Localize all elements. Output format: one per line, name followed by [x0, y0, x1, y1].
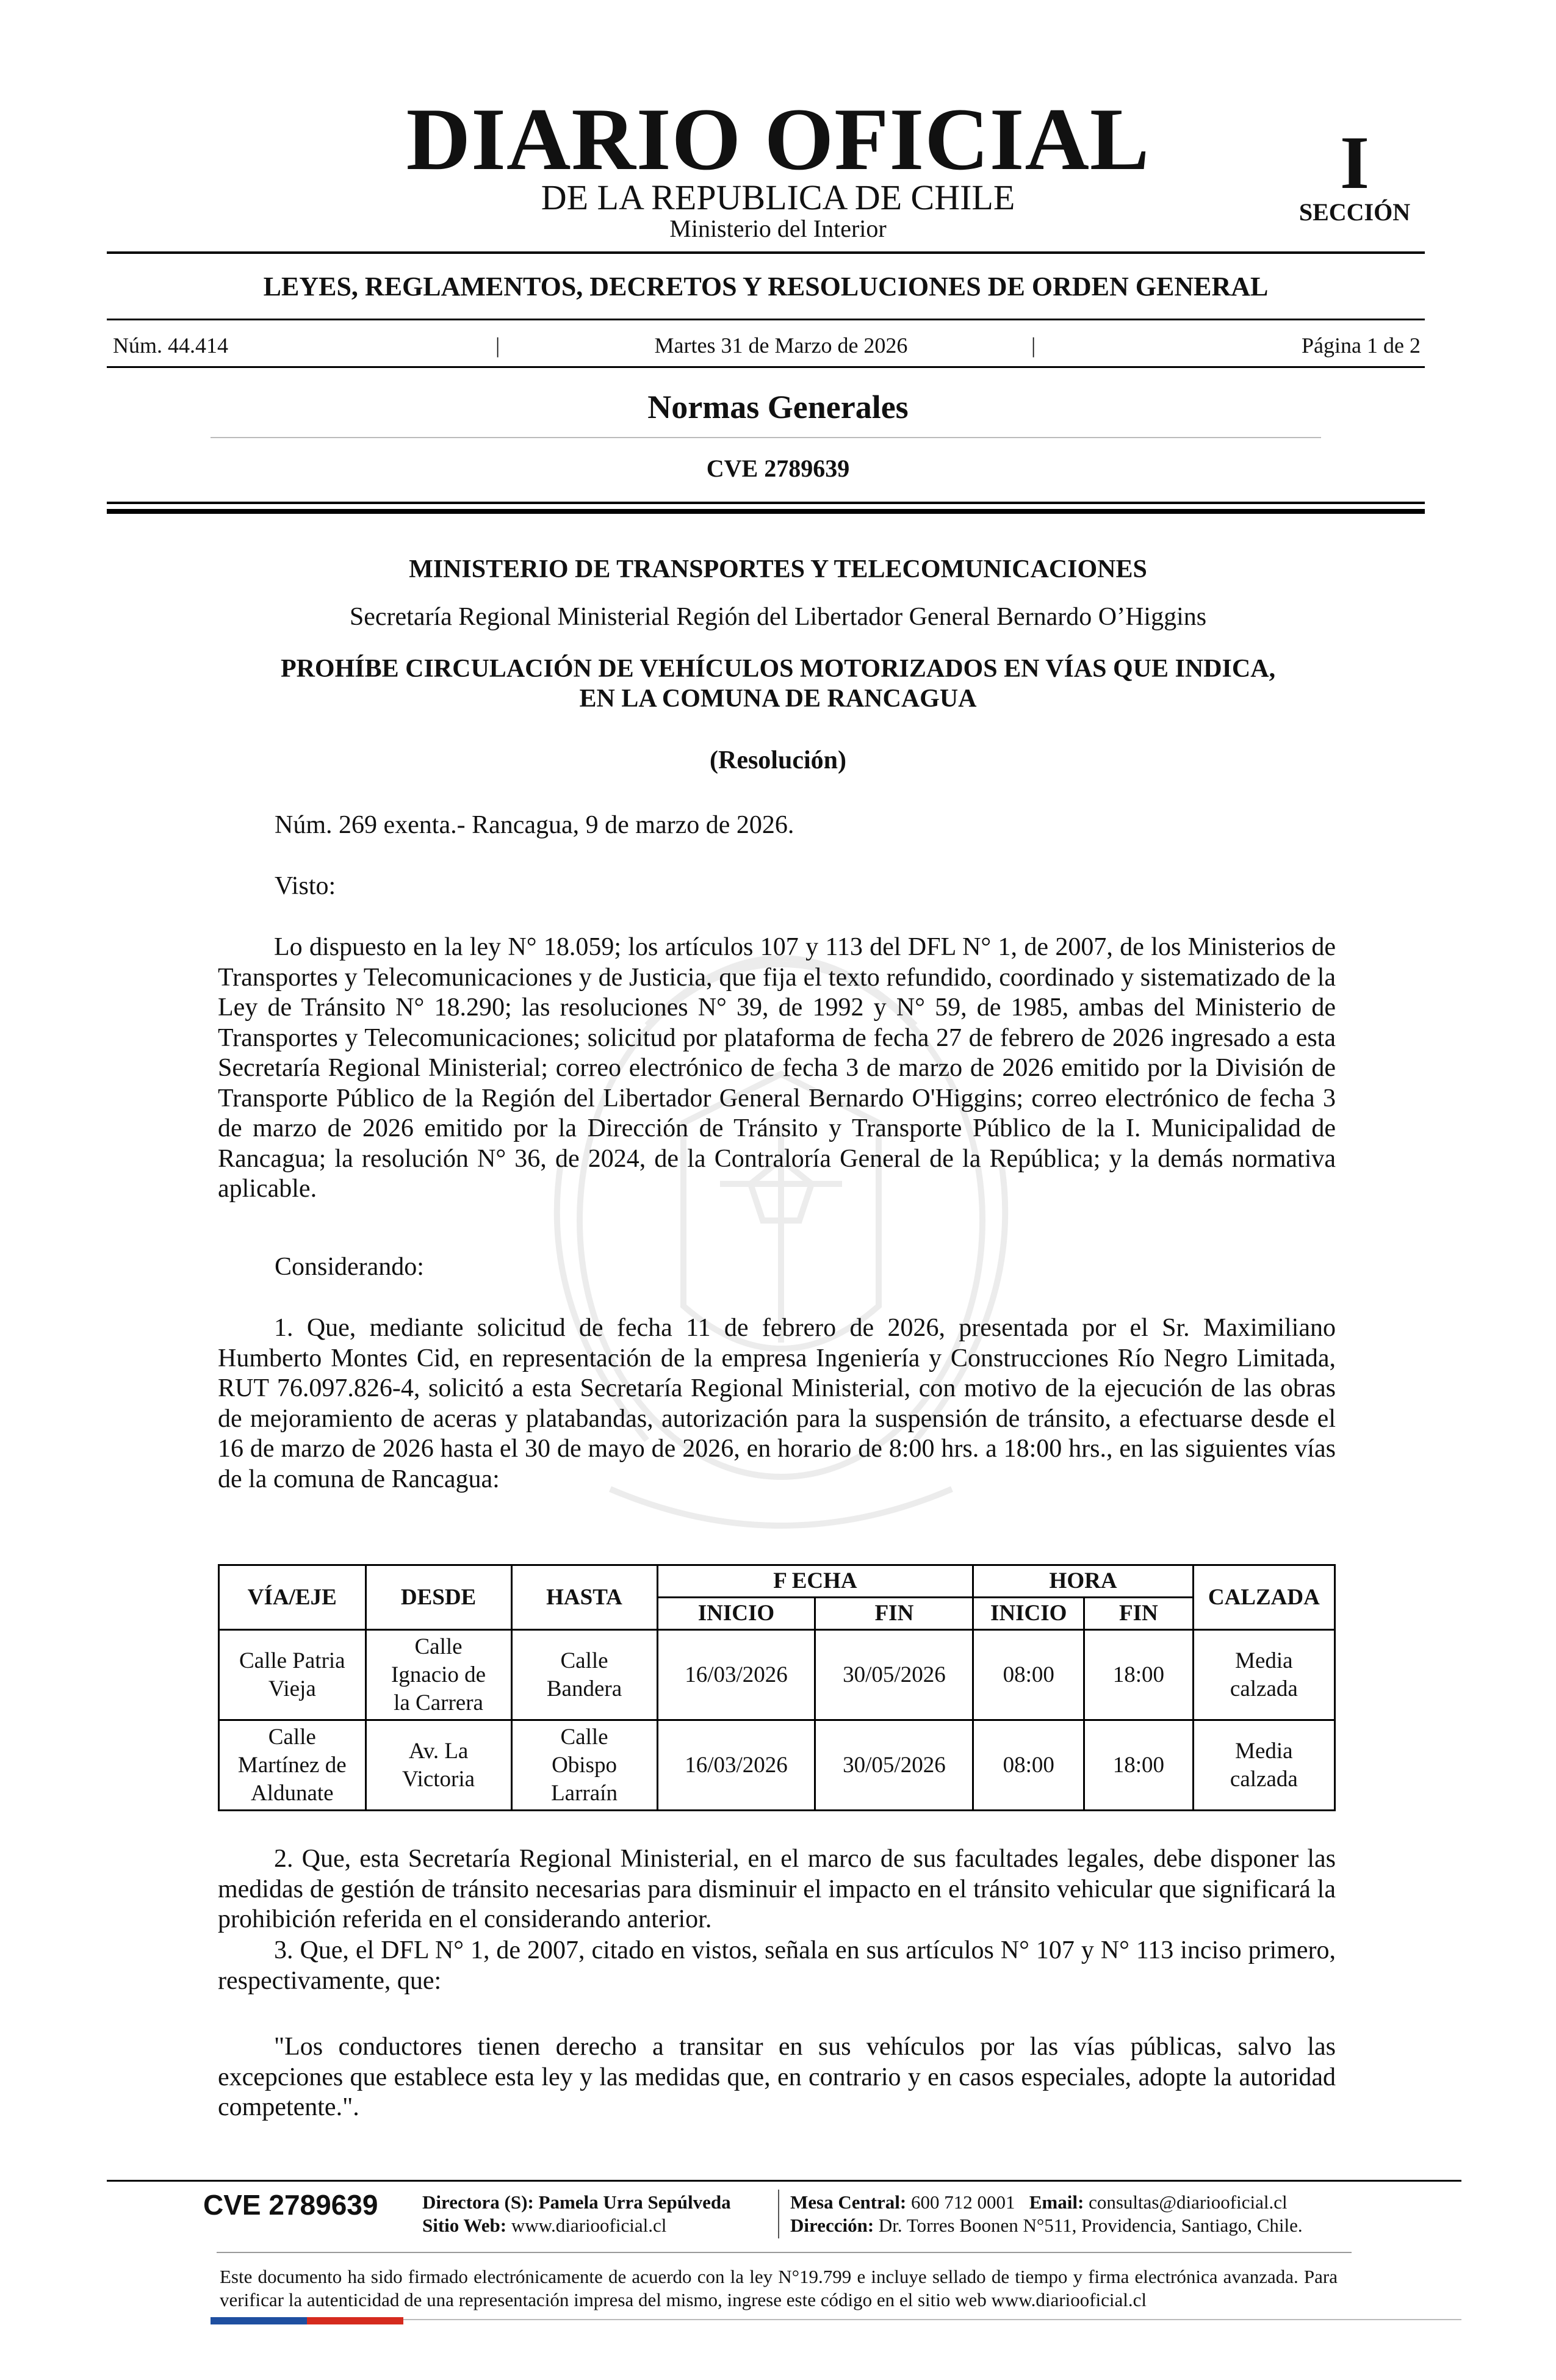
header-hora-fin: FIN: [1084, 1598, 1194, 1630]
site-label: Sitio Web:: [422, 2215, 507, 2236]
quoted-article: "Los conductores tienen derecho a transitar en sus vehículos por las vías públicas, salvo las excepciones que establece esta ley y las medidas que, en contrario y en casos especiales, adopte la autoridad competente.".: [218, 2033, 1336, 2121]
cell-hasta: [511, 1630, 657, 1720]
issue-number: Núm. 44.414: [113, 333, 228, 358]
meta-divider: [107, 366, 1425, 368]
closure-table: [218, 1564, 1336, 1811]
footer-top-rule: [107, 2180, 1461, 2182]
signature-note: Este documento ha sido firmado electrónicamente de acuerdo con la ley N°19.799 e incluye sellado de tiempo y firma electrónica avanzada. Para verificar la autenticidad de una representación impresa del mismo, ingrese este código en el sitio web www.diariooficial.cl: [220, 2266, 1338, 2310]
section-title: Normas Generales: [647, 389, 909, 425]
document-title-line: EN LA COMUNA DE RANCAGUA: [579, 685, 977, 713]
double-rule-bottom: [107, 509, 1425, 514]
category-divider: [107, 319, 1425, 320]
flag-bar-red: [307, 2317, 403, 2324]
site-link[interactable]: www.diariooficial.cl: [511, 2215, 667, 2236]
cell-fecha-inicio: 16/03/2026: [657, 1630, 815, 1720]
header-fecha-fin: FIN: [815, 1598, 973, 1630]
footer-vertical-divider: [778, 2190, 779, 2238]
cell-line: Media: [1235, 1738, 1293, 1764]
cell-line: Calle: [560, 1724, 608, 1750]
masthead-divider: [107, 251, 1425, 254]
category-heading: LEYES, REGLAMENTOS, DECRETOS Y RESOLUCIONES DE ORDEN GENERAL: [263, 272, 1269, 301]
table-row: [219, 1630, 1335, 1720]
masthead-title: DIARIO OFICIAL: [406, 90, 1150, 189]
cell-line: Victoria: [402, 1766, 475, 1792]
footer-contact-block: [790, 2191, 1303, 2237]
cell-fecha-inicio: 16/03/2026: [657, 1720, 815, 1811]
address: Dr. Torres Boonen N°511, Providencia, Santiago, Chile.: [878, 2215, 1303, 2236]
meta-separator: |: [495, 333, 500, 358]
cve-code: CVE 2789639: [706, 455, 850, 482]
cell-line: Calle: [268, 1724, 316, 1750]
meta-separator: |: [1031, 333, 1036, 358]
cell-line: calzada: [1230, 1766, 1298, 1792]
cell-line: Av. La: [408, 1738, 469, 1764]
cell-via: [219, 1630, 366, 1720]
considerando-label: Considerando:: [275, 1253, 424, 1281]
director-name: Pamela Urra Sepúlveda: [538, 2191, 731, 2213]
address-label: Dirección:: [790, 2215, 874, 2236]
cell-desde: [366, 1630, 511, 1720]
issue-date: Martes 31 de Marzo de 2026: [654, 333, 908, 358]
page-indicator: Página 1 de 2: [1302, 333, 1421, 358]
cell-hasta: [511, 1720, 657, 1811]
cell-via: [219, 1720, 366, 1811]
cell-line: Aldunate: [250, 1780, 334, 1806]
document-title: [183, 654, 1373, 714]
cell-line: Martínez de: [237, 1752, 347, 1778]
cell-line: Calle: [414, 1634, 463, 1659]
cell-line: calzada: [1230, 1676, 1298, 1701]
masthead-ministry: Ministerio del Interior: [669, 215, 887, 242]
cell-fecha-fin: 30/05/2026: [815, 1630, 973, 1720]
section-title-underline: [211, 437, 1321, 438]
email-label: Email:: [1029, 2191, 1084, 2213]
phone-number: 600 712 0001: [911, 2191, 1015, 2213]
email-link[interactable]: consultas@diariooficial.cl: [1089, 2191, 1288, 2213]
section-label: SECCIÓN: [1298, 198, 1411, 226]
resolution-number: Núm. 269 exenta.- Rancagua, 9 de marzo de 2026.: [275, 811, 794, 839]
issuing-ministry: MINISTERIO DE TRANSPORTES Y TELECOMUNICACIONES: [409, 555, 1147, 583]
cell-fecha-fin: 30/05/2026: [815, 1720, 973, 1811]
cell-line: Obispo: [552, 1752, 617, 1778]
footer-mid-rule: [217, 2252, 1352, 2253]
cell-hora-fin: 18:00: [1084, 1720, 1194, 1811]
cell-hora-inicio: 08:00: [973, 1630, 1084, 1720]
cell-line: la Carrera: [394, 1690, 483, 1715]
flag-bar-blue: [211, 2317, 307, 2324]
section-number: I: [1339, 121, 1370, 204]
cell-line: Vieja: [268, 1676, 316, 1701]
cell-hora-inicio: 08:00: [973, 1720, 1084, 1811]
cell-calzada: [1193, 1720, 1334, 1811]
footer-director-block: [422, 2191, 731, 2237]
visto-paragraph: Lo dispuesto en la ley N° 18.059; los artículos 107 y 113 del DFL N° 1, de 2007, de los Ministerios de Transportes y Telecomunicaciones y de Justicia, que fija el texto refundido, coordinado y sistematizado de la Ley de Tránsito N° 18.290; las resoluciones N° 39, de 1992 y N° 59, de 1985, ambas del Ministerio de Transportes y Telecomunicaciones; solicitud por plataforma de fecha 27 de febrero de 2026 ingresado a esta Secretaría Regional Ministerial; correo electrónico de fecha 3 de marzo de 2026 emitido por la División de Transporte Público de la Región del Libertador General Bernardo O'Higgins; correo electrónico de fecha 3 de marzo de 2026 emitido por la Dirección de Tránsito y Transporte Público de la I. Municipalidad de Rancagua; la resolución N° 36, de 2024, de la Contraloría General de la República; y la demás normativa aplicable.: [218, 933, 1336, 1203]
cell-line: Larraín: [551, 1780, 618, 1806]
visto-label: Visto:: [275, 872, 336, 900]
header-calzada: CALZADA: [1193, 1565, 1334, 1630]
cell-line: Ignacio de: [391, 1662, 486, 1687]
cell-line: Calle: [560, 1648, 608, 1673]
header-hasta: HASTA: [511, 1565, 657, 1630]
cell-hora-fin: 18:00: [1084, 1630, 1194, 1720]
issuing-office: Secretaría Regional Ministerial Región del Libertador General Bernardo O’Higgins: [349, 603, 1207, 631]
header-hora-inicio: INICIO: [973, 1598, 1084, 1630]
considerando-2: 2. Que, esta Secretaría Regional Ministerial, en el marco de sus facultades legales, debe disponer las medidas de gestión de tránsito necesarias para disminuir el impacto en el tránsito vehicular que significará la prohibición referida en el considerando anterior.: [218, 1845, 1336, 1933]
cell-line: Bandera: [546, 1676, 622, 1701]
document-type: (Resolución): [710, 746, 846, 774]
phone-label: Mesa Central:: [790, 2191, 907, 2213]
double-rule-top: [107, 502, 1425, 504]
header-fecha: F ECHA: [657, 1565, 973, 1598]
cell-line: Media: [1235, 1648, 1293, 1673]
cell-calzada: [1193, 1630, 1334, 1720]
cell-line: Calle Patria: [239, 1648, 345, 1673]
document-title-line: PROHÍBE CIRCULACIÓN DE VEHÍCULOS MOTORIZADOS EN VÍAS QUE INDICA,: [280, 655, 1276, 683]
footer-cve-code: CVE 2789639: [203, 2189, 378, 2221]
masthead-subtitle: DE LA REPUBLICA DE CHILE: [541, 178, 1015, 217]
director-label: Directora (S):: [422, 2191, 534, 2213]
header-fecha-inicio: INICIO: [657, 1598, 815, 1630]
table-row: [219, 1720, 1335, 1811]
cell-desde: [366, 1720, 511, 1811]
considerando-3: 3. Que, el DFL N° 1, de 2007, citado en vistos, señala en sus artículos N° 107 y N° 113 inciso primero, respectivamente, que:: [218, 1936, 1336, 1995]
header-hora: HORA: [973, 1565, 1193, 1598]
considerando-1: 1. Que, mediante solicitud de fecha 11 de febrero de 2026, presentada por el Sr. Maximiliano Humberto Montes Cid, en representación de la empresa Ingeniería y Construcciones Río Negro Limitada, RUT 76.097.826-4, solicitó a esta Secretaría Regional Ministerial, con motivo de la ejecución de las obras de mejoramiento de aceras y platabandas, autorización para la suspensión de tránsito, a efectuarse desde el 16 de marzo de 2026 hasta el 30 de mayo de 2026, en horario de 8:00 hrs. a 18:00 hrs., en las siguientes vías de la comuna de Rancagua:: [218, 1314, 1336, 1493]
header-via: VÍA/EJE: [219, 1565, 366, 1630]
header-desde: DESDE: [366, 1565, 511, 1630]
